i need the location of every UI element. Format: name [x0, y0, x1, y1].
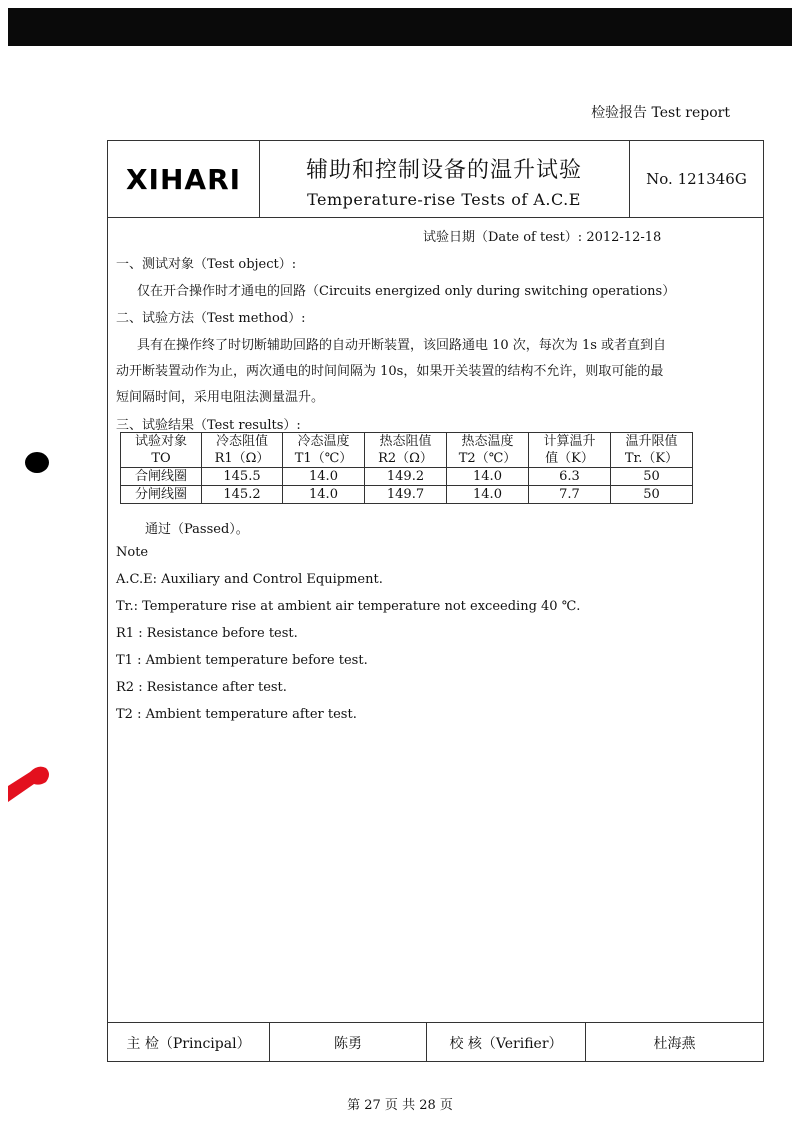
logo-cell	[108, 141, 260, 217]
header-cell: 温升限值 Tr.（K）	[611, 433, 693, 468]
note-item: A.C.E: Auxiliary and Control Equipment.	[116, 572, 383, 587]
table-cell: 145.2	[202, 486, 283, 504]
note-item: Tr.: Temperature rise at ambient air temperature not exceeding 40 ℃.	[116, 599, 581, 614]
red-stamp-mark	[8, 758, 50, 806]
table-cell: 149.2	[365, 468, 447, 486]
report-header	[108, 141, 763, 218]
table-row	[121, 468, 693, 486]
note-item: R1 : Resistance before test.	[116, 626, 298, 641]
scan-top-bar	[8, 8, 792, 46]
header-cell: 热态温度 T2（℃）	[447, 433, 529, 468]
table-cell: 145.5	[202, 468, 283, 486]
table-cell: 合闸线圈	[121, 468, 202, 486]
company-logo: XIHARI	[125, 162, 242, 196]
table-cell: 50	[611, 468, 693, 486]
table-cell: 14.0	[283, 486, 365, 504]
table-cell: 7.7	[529, 486, 611, 504]
header-cell: 冷态阻值 R1（Ω）	[202, 433, 283, 468]
title-chinese: 辅助和控制设备的温升试验	[305, 158, 582, 183]
table-cell: 50	[611, 486, 693, 504]
header-cell: 热态阻值 R2（Ω）	[365, 433, 447, 468]
table-cell: 6.3	[529, 468, 611, 486]
object-text: 仅在开合操作时才通电的回路（Circuits energized only during switching operations）	[137, 284, 676, 299]
note-title: Note	[116, 545, 149, 560]
passed-text: 通过（Passed）。	[145, 522, 249, 537]
method-line-2: 动开断装置动作为止，两次通电的时间间隔为 10s，如果开关装置的结构不允许，则取可能的最	[116, 364, 664, 379]
results-heading: 三、试验结果（Test results）:	[116, 418, 301, 433]
method-heading: 二、试验方法（Test method）:	[116, 311, 306, 326]
verifier-label: 校 核（Verifier）	[427, 1023, 586, 1062]
object-heading: 一、测试对象（Test object）:	[116, 257, 297, 272]
table-cell: 分闸线圈	[121, 486, 202, 504]
verifier-name: 杜海燕	[653, 1035, 696, 1052]
table-cell: 14.0	[283, 468, 365, 486]
principal-name: 陈勇	[270, 1023, 427, 1062]
header-cell: 冷态温度 T1（℃）	[283, 433, 365, 468]
header-cell: 试验对象 TO	[121, 433, 202, 468]
results-table	[120, 432, 693, 504]
note-item: T1 : Ambient temperature before test.	[116, 653, 368, 668]
table-row	[121, 486, 693, 504]
table-cell: 14.0	[447, 486, 529, 504]
header-cell: 计算温升 值（K）	[529, 433, 611, 468]
title-english: Temperature-rise Tests of A.C.E	[307, 190, 581, 209]
table-header-row	[121, 433, 693, 468]
method-line-3: 短间隔时间，采用电阻法测量温升。	[116, 390, 325, 405]
principal-label: 主 检（Principal）	[108, 1023, 270, 1062]
signature-row	[108, 1022, 763, 1062]
report-number: No. 121346G	[646, 170, 747, 188]
document-type-label: 检验报告 Test report	[591, 105, 730, 121]
table-cell: 149.7	[365, 486, 447, 504]
page-number: 第 27 页 共 28 页	[347, 1098, 453, 1113]
method-line-1: 具有在操作终了时切断辅助回路的自动开断装置，该回路通电 10 次，每次为 1s 或者直到自	[137, 338, 667, 353]
title-cell	[259, 141, 630, 217]
note-item: T2 : Ambient temperature after test.	[116, 707, 357, 722]
report-frame	[107, 140, 764, 1062]
note-item: R2 : Resistance after test.	[116, 680, 287, 695]
test-date: 试验日期（Date of test）: 2012-12-18	[423, 230, 662, 245]
punch-hole-mark	[25, 452, 49, 473]
table-cell: 14.0	[447, 468, 529, 486]
